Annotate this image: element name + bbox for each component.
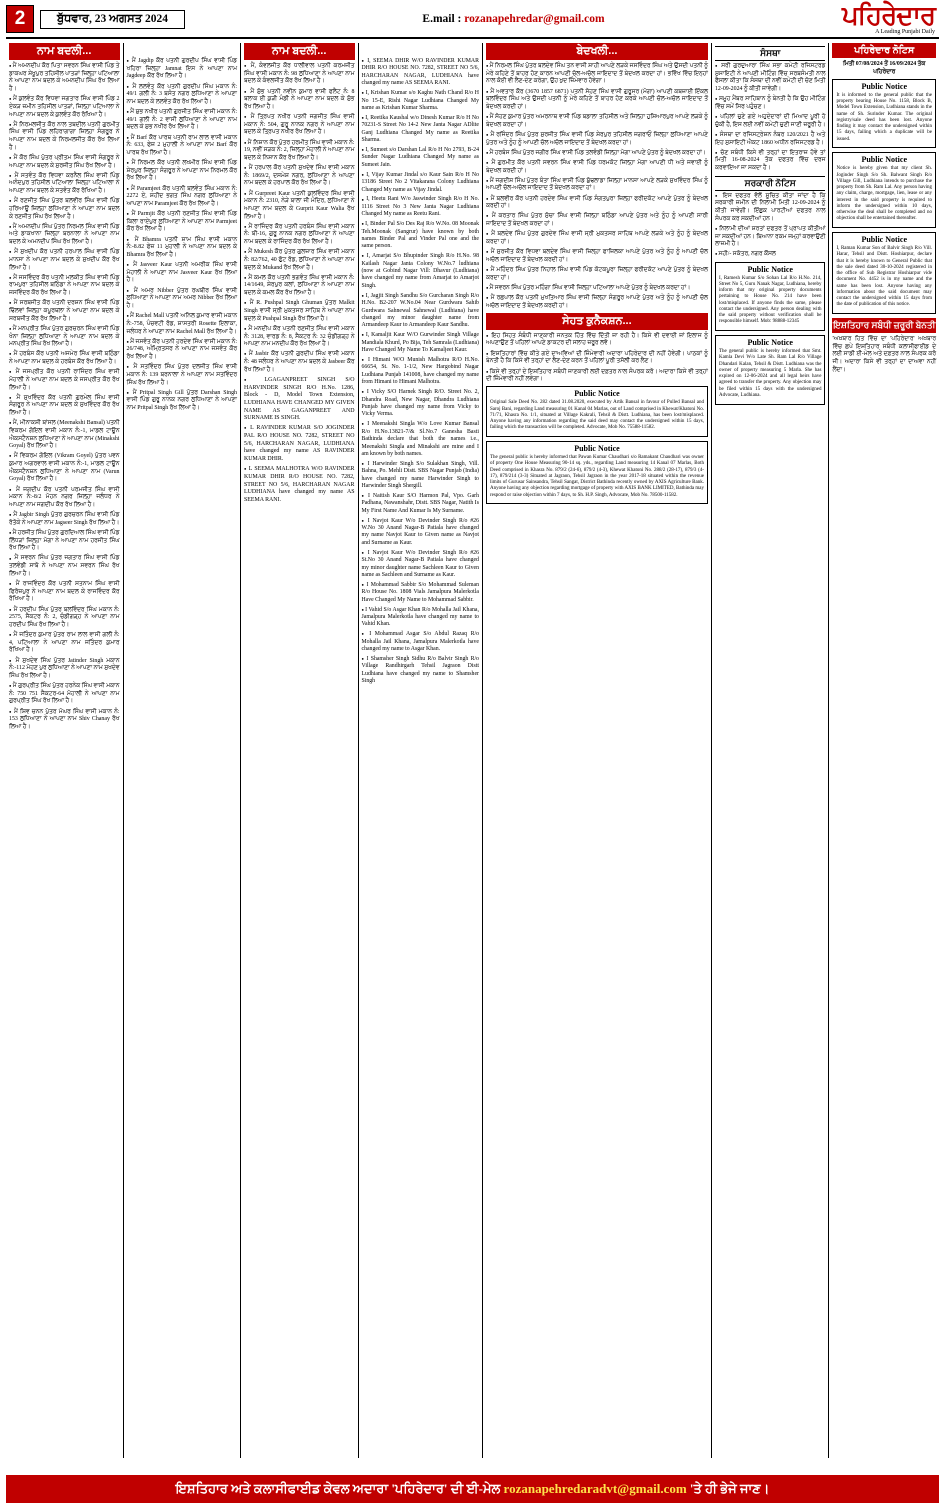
sarkari-heading: ਸਰਕਾਰੀ ਨੋਟਿਸ bbox=[715, 176, 826, 191]
public-notice-list-col7 bbox=[832, 79, 936, 314]
classified-entry: ● I, Binder Pal S/o Des Raj R/o W.No. 08 Moonak Teh.Moonak (Sangrur) have known by both names Binder Pal and Vinder Pal one and the same person. bbox=[362, 221, 479, 251]
section-header-naam-badli-1: ਨਾਮ ਬਦਲੀ... bbox=[9, 43, 120, 60]
classified-entry: ● I Naitish Kaur S/O Harmon Pal, Vpo. Garh Padhana, Nawanshahr, Distt. SBS Nagar, Natith Is My First Name And Kumar Is My Surname. bbox=[362, 493, 479, 515]
classified-entry: ● ਮੈਂ ਰਾਜਵਿੰਦਰ ਕੌਰ ਪਤਨੀ ਸਤਨਾਮ ਸਿੰਘ ਵਾਸੀ ਫਿਰੋਜ਼ਪੁਰ ਨੇ ਆਪਣਾ ਨਾਮ ਬਦਲ ਕੇ ਰਾਜਵਿੰਦਰ ਕੌਰ ਰੱਖਿਆ ਹੈ। bbox=[9, 581, 120, 604]
classified-entry: ● ਮੈਂ ਕਰਤਾਰ ਸਿੰਘ ਪੁੱਤਰ ਸੁੱਚਾ ਸਿੰਘ ਵਾਸੀ ਜ਼ਿਲ੍ਹਾ ਬਠਿੰਡਾ ਆਪਣੇ ਪੁੱਤਰ ਅਤੇ ਨੂੰਹ ਨੂੰ ਆਪਣੀ ਸਾਰੀ ਜਾਇਦਾਦ ਤੋਂ ਬੇਦਖਲ ਕਰਦਾ ਹਾਂ। bbox=[486, 213, 708, 228]
column-1 bbox=[6, 43, 124, 1458]
public-notice-body: Notice is hereby given that my client Sh. Joginder Singh S/o Sh. Balwant Singh R/o Village Gill, Ludhiana intends to purchase the property from Sh. Ram Lal. Any person having any claim, charge, mortgage, lien, lease or any interest in the said property is required to inform the undersigned within 10 days, otherwise the deal shall be completed and no objection shall be entertained thereafter. bbox=[836, 166, 932, 222]
public-notice-1-body: Original Sale Deed No. 282 dated 31.08.2020, executed by Artik Bansal in favour of Pulled Bansal and Saroj Bani, regarding Land measuring 01 Kanal 04 Marlas, out of Land comprised in Khewat/Khatoni No. 71/71, Khasra No. 1/1, situated at Village Kakrali, Tehsil & Distt. Ludhiana, has been lost/misplaced. Anyone having any information regarding the said deed may contact the undersigned within 15 days, failing which the transaction will be completed. Advocate, Mob No. 75588-11582. bbox=[489, 400, 704, 431]
classified-entry: ● ਸਰੀ ਗੁਰਦੁਆਰਾ ਸਿੰਘ ਸਭਾ ਕਮੇਟੀ ਰਜਿਸਟਰਡ ਸੁਸਾਇਟੀ ਨੇ ਆਪਣੀ ਮੀਟਿੰਗ ਵਿੱਚ ਸਰਬਸੰਮਤੀ ਨਾਲ ਫੈਸਲਾ ਕੀਤਾ ਕਿ ਸੰਸਥਾ ਦੀ ਨਵੀਂ ਕਮੇਟੀ ਦੀ ਚੋਣ ਮਿਤੀ 12-09-2024 ਨੂੰ ਕੀਤੀ ਜਾਵੇਗੀ। bbox=[715, 63, 826, 94]
classified-entry: ● ਮੈਂ ਗੁਰਪ੍ਰੀਤ ਸਿੰਘ ਪੁੱਤਰ ਹਰਨੇਕ ਸਿੰਘ ਵਾਸੀ ਮਕਾਨ ਨੰ: 750 751 ਸੈਕਟਰ-64 ਮੋਹਾਲੀ ਨੇ ਆਪਣਾ ਨਾਮ ਗੁਰਪ੍ਰੀਤ ਸਿੰਘ ਰੱਖ ਲਿਆ ਹੈ। bbox=[9, 683, 120, 706]
public-notice bbox=[715, 262, 826, 332]
classified-entry: ● ਮੈਂ ਵਿਕਰਮ ਗੋਇਲ (Vikram Goyel) ਪੁੱਤਰ ਪਵਨ ਕੁਮਾਰ ਅਗਰਵਾਲ ਵਾਸੀ ਮਕਾਨ ਨੰ:-1, ਮਾਡਲ ਟਾਊਨ ਐਕਸਟੈਨਸ਼ਨ ਲੁਧਿਆਣਾ ਨੇ ਆਪਣਾ ਨਾਮ (Varun Goyal) ਰੱਖ ਲਿਆ ਹੈ। bbox=[9, 453, 120, 484]
classified-entry: ● ਮੈਂ Jagdip ਕੌਰ ਪਤਨੀ ਗੁਰਦੀਪ ਸਿੰਘ ਵਾਸੀ ਪਿੰਡ ਖਹਿਰਾ ਜ਼ਿਲ੍ਹਾ Jamnat ਇਸ ਨੇ ਆਪਣਾ ਨਾਮ Jagdeep ਕੌਰ ਰੱਖ ਲਿਆ ਹੈ। bbox=[127, 58, 238, 81]
newspaper-logo bbox=[842, 3, 939, 35]
classified-entry: ● ਮੈਂ ਜਸਪ੍ਰੀਤ ਕੌਰ ਪਤਨੀ ਰਾਜਿੰਦਰ ਸਿੰਘ ਵਾਸੀ ਮੋਹਾਲੀ ਨੇ ਆਪਣਾ ਨਾਮ ਬਦਲ ਕੇ ਜਸਪ੍ਰੀਤ ਕੌਰ ਰੱਖ ਲਿਆ ਹੈ। bbox=[9, 369, 120, 392]
sirf-ishtihar-body: 'ਅਖ਼ਬਾਰ ਹਿਤ ਵਿੱਚ ਦਾ 'ਪਹਿਰੇਦਾਰ' ਅਖ਼ਬਾਰ ਵਿੱਚ ਛਪੇ ਇਸ਼ਤਿਹਾਰ ਸਬੰਧੀ ਕਲਾਸੀਫਾਈਡ ਦੇ ਲਈ ਸਾਡੀ ਈ-ਮੇਲ ਅਤੇ ਦਫ਼ਤਰ ਨਾਲ ਸੰਪਰਕ ਕਰੋ ਜੀ। ਅਦਾਰਾ ਕਿਸੇ ਵੀ ਤਰ੍ਹਾਂ ਦਾ ਦਾਅਵਾ ਨਹੀਂ ਲੈਂਦਾ। bbox=[832, 336, 936, 373]
classified-entry: ● I Navjot Kaur W/o Devinder Singh R/o #26 W.No 30 Anand Nagar-B Patiala have changed my name Navjot Kaur to Given name as Navjot and Surname as Kaur. bbox=[362, 518, 479, 548]
classified-entry: ● ਮੈਂ ਨਿਰਮਲ ਸਿੰਘ ਪੁੱਤਰ ਬਲਦੇਵ ਸਿੰਘ ਤਨ ਵਾਸੀ ਸ਼ਾਹੀ ਆਪਣੇ ਲੜਕੇ ਜਸਵਿੰਦਰ ਸਿੰਘ ਅਤੇ ਉਸਦੀ ਪਤਨੀ ਨੂੰ ਮੇਰੇ ਕਹਿਣੇ ਤੋਂ ਬਾਹਰ ਹੋਣ ਕਾਰਨ ਆਪਣੀ ਚੱਲ-ਅਚੱਲ ਜਾਇਦਾਦ ਤੋਂ ਬੇਦਖਲ ਕਰਦਾ ਹਾਂ। ਭਵਿੱਖ ਵਿੱਚ ਇਨ੍ਹਾਂ ਨਾਲ ਕੋਈ ਵੀ ਲੈਣ-ਦੇਣ ਕਰੇਗਾ, ਉਹ ਖੁਦ ਜ਼ਿੰਮੇਵਾਰ ਹੋਵੇਗਾ। bbox=[486, 63, 708, 86]
classified-entry: ● ਮੈਂ ਲਲਵੰਤ ਕੌਰ ਪਤਨੀ ਗੁਰਦੀਪ ਸਿੰਘ ਮਕਾਨ ਨੰ: 49/1 ਗਲੀ ਨੰ: 3 ਬਸੰਤ ਨਗਰ ਲੁਧਿਆਣਾ ਨੇ ਆਪਣਾ ਨਾਮ ਬਦਲ ਕੇ ਲਲਵੰਤ ਕੌਰ ਰੱਖ ਲਿਆ ਹੈ। bbox=[127, 84, 238, 107]
classified-entry: ● ਮੈਂ ਸਤਵਿੰਦਰ ਸਿੰਘ ਪੁੱਤਰ ਦਲਜੀਤ ਸਿੰਘ ਵਾਸੀ ਮਕਾਨ ਨੰ: 139 ਬਰਨਾਲਾ ਨੇ ਆਪਣਾ ਨਾਮ ਸਤਵਿੰਦਰ ਸਿੰਘ ਰੱਖ ਲਿਆ ਹੈ। bbox=[127, 364, 238, 387]
classified-entry: ● ਮੈਂ ਰਛਪਾਲ ਕੌਰ ਪਤਨੀ ਮੁਖਤਿਆਰ ਸਿੰਘ ਵਾਸੀ ਜ਼ਿਲ੍ਹਾ ਸੰਗਰੂਰ ਆਪਣੇ ਪੁੱਤਰ ਅਤੇ ਨੂੰਹ ਨੂੰ ਆਪਣੀ ਚੱਲ ਅਚੱਲ ਜਾਇਦਾਦ ਤੋਂ ਬੇਦਖਲ ਕਰਦੀ ਹਾਂ। bbox=[486, 295, 708, 310]
classified-entry: ● ਮੈਂ ਹਰਪਾਲ ਕੌਰ ਪਤਨੀ ਸੁਖਦੇਵ ਸਿੰਘ ਵਾਸੀ ਮਕਾਨ ਨੰ: 1869/2, ਦਸਮੇਸ਼ ਨਗਰ, ਲੁਧਿਆਣਾ ਨੇ ਆਪਣਾ ਨਾਮ ਬਦਲ ਕੇ ਹਰਪਾਲ ਕੌਰ ਰੱਖ ਲਿਆ ਹੈ। bbox=[244, 165, 355, 188]
classified-entry: ● ਮੈਂ ਨਿਸ਼ਾਨ ਕੌਰ ਪੁੱਤਰ ਹਰਮੀਤ ਸਿੰਘ ਵਾਸੀ ਮਕਾਨ ਨੰ: 19, ਨਵੀਂ ਸੜਕ ਨੰ: 2, ਜ਼ਿਲ੍ਹਾ ਮੋਹਾਲੀ ਨੇ ਆਪਣਾ ਨਾਮ ਬਦਲ ਕੇ ਨਿਸ਼ਾਨ ਕੌਰ ਰੱਖ ਲਿਆ ਹੈ। bbox=[244, 140, 355, 163]
classified-entry: ● ਮੈਂ Jasveer Kaur ਪਤਨੀ ਅਮਰੀਕ ਸਿੰਘ ਵਾਸੀ ਮੋਹਾਲੀ ਨੇ ਆਪਣਾ ਨਾਮ Jasveer Kaur ਰੱਖ ਲਿਆ ਹੈ। bbox=[127, 262, 238, 285]
classified-entry: ● ਮੈਂ ਮਨਪ੍ਰੀਤ ਸਿੰਘ ਪੁੱਤਰ ਗੁਰਚਰਨ ਸਿੰਘ ਵਾਸੀ ਪਿੰਡ ਖੰਨਾ ਜ਼ਿਲ੍ਹਾ ਲੁਧਿਆਣਾ ਨੇ ਆਪਣਾ ਨਾਮ ਬਦਲ ਕੇ ਮਨਪ੍ਰੀਤ ਸਿੰਘ ਰੱਖ ਲਿਆ ਹੈ। bbox=[9, 326, 120, 349]
classified-entry: ● ਮੈਂ ਸ਼ੁਭ ਨਖੀਰ ਪਤਨੀ ਗੁਰਜੀਤ ਸਿੰਘ ਵਾਸੀ ਮਕਾਨ ਨੰ: 49/1 ਗਲੀ ਨੰ: 2 ਵਾਸੀ ਲੁਧਿਆਣਾ ਨੇ ਆਪਣਾ ਨਾਮ ਬਦਲ ਕੇ ਸ਼ੁਭ ਨਖੀਰ ਰੱਖ ਲਿਆ ਹੈ। bbox=[127, 109, 238, 132]
public-notice bbox=[832, 79, 936, 149]
classified-entry: ● ਮੈਂ ਜਗਦੀਸ਼ ਸਿੰਘ ਪੁੱਤਰ ਬੰਤਾ ਸਿੰਘ ਵਾਸੀ ਪਿੰਡ ਬੁੱਢਲਾਡਾ ਜ਼ਿਲ੍ਹਾ ਮਾਨਸਾ ਆਪਣੇ ਲੜਕੇ ਸੁਖਵਿੰਦਰ ਸਿੰਘ ਨੂੰ ਆਪਣੀ ਚੱਲ-ਅਚੱਲ ਜਾਇਦਾਦ ਤੋਂ ਬੇਦਖਲ ਕਰਦਾ ਹਾਂ। bbox=[486, 178, 708, 193]
logo-tagline: A Leading Punjabi Daily bbox=[875, 29, 935, 35]
logo-text: ਪਹਿਰੇਦਾਰ bbox=[842, 1, 935, 30]
classified-entry: ● ਮੈਂ Parmjit ਕੌਰ ਪਤਨੀ ਰਣਜੀਤ ਸਿੰਘ ਵਾਸੀ ਪਿੰਡ ਕਿਲਾ ਰਾਏਪੁਰ ਲੁਧਿਆਣਾ ਨੇ ਆਪਣਾ ਨਾਮ Parmjeet ਕੌਰ ਰੱਖ ਲਿਆ ਹੈ। bbox=[127, 211, 238, 234]
footer-text-before: ਇਸ਼ਤਿਹਾਰ ਅਤੇ ਕਲਾਸੀਫਾਈਡ ਕੇਵਲ ਅਦਾਰਾ 'ਪਹਿਰੇਦਾਰ' ਦੀ ਈ-ਮੇਲ bbox=[175, 1481, 501, 1496]
column-5 bbox=[483, 43, 712, 1458]
classified-entry: ● I, Vijay Kumar Jindal s/o Kaur Sain R/o H No 13186 Street No 2 Vitakarana Colony Ludhiana Changed My name as Vijay Jindal. bbox=[362, 172, 479, 194]
pehredaar-notice-header: ਪਹਿਰੇਦਾਰ ਨੋਟਿਸ bbox=[832, 43, 936, 58]
public-notice-1-title: Public Notice bbox=[574, 389, 620, 399]
classified-entry: ● ਮੈਂ ਅਮਨਦੀਪ ਕੌਰ ਪਿਤਾ ਸਵਰਨ ਸਿੰਘ ਵਾਸੀ ਪਿੰਡ ਤੇ ਡਾਕਘਰ ਸ਼ੇਖੂਪੁਰ ਤਹਿਸੀਲ ਪਾਤੜਾਂ ਜ਼ਿਲ੍ਹਾ ਪਟਿਆਲਾ ਨੇ ਆਪਣਾ ਨਾਮ ਬਦਲ ਕੇ ਅਮਨਦੀਪ ਸਿੰਘ ਰੱਖ ਲਿਆ ਹੈ। bbox=[9, 63, 120, 94]
columns-container bbox=[6, 43, 939, 1458]
public-notice-title: Public Notice bbox=[861, 235, 907, 245]
classified-entry: ● ਮੈਂ ਨਿਰਮਲਜੀਤ ਕੌਰ ਨਾਲ ਤਬਦੀਲ ਪਤਨੀ ਗੁਰਮੀਤ ਸਿੰਘ ਵਾਸੀ ਪਿੰਡ ਲਹਿਰਾਗਾਗਾ ਜ਼ਿਲ੍ਹਾ ਸੰਗਰੂਰ ਨੇ ਆਪਣਾ ਨਾਮ ਬਦਲ ਕੇ ਨਿਰਮਲਜੀਤ ਕੌਰ ਰੱਖ ਲਿਆ ਹੈ। bbox=[9, 122, 120, 153]
column-3 bbox=[241, 43, 359, 1458]
classified-entry: ● ਮੈਂ ਸੁਖਵਿੰਦਰ ਕੌਰ ਪਤਨੀ ਗੁਰਮੇਲ ਸਿੰਘ ਵਾਸੀ ਸੰਗਰੂਰ ਨੇ ਆਪਣਾ ਨਾਮ ਬਦਲ ਕੇ ਸੁਖਵਿੰਦਰ ਕੌਰ ਰੱਖ ਲਿਆ ਹੈ। bbox=[9, 395, 120, 418]
classified-entry: ● ਮੈਂ ਸਤਵੰਤ ਕੌਰ ਵਿਧਵਾ ਕਰਨੈਲ ਸਿੰਘ ਵਾਸੀ ਪਿੰਡ ਅਨੰਦਪੁਰ ਤਹਿਸੀਲ ਪਟਿਆਲਾ ਜ਼ਿਲ੍ਹਾ ਪਟਿਆਲਾ ਨੇ ਆਪਣਾ ਨਾਮ ਬਦਲ ਕੇ ਸਤਵੰਤ ਕੌਰ ਰੱਖਿਆ ਹੈ। bbox=[9, 173, 120, 196]
classified-entry: ● ਮੈਂ ਸ਼ੁੱਭ ਪਤਨੀ ਨਵੀਨ ਕੁਮਾਰ ਵਾਸੀ ਫਲੈਟ ਨੰ: 8 ਬਲਾਕ ਈ ਕੁੜੀ ਮੰਡੀ ਨੇ ਆਪਣਾ ਨਾਮ ਬਦਲ ਕੇ ਸ਼ੁੱਭ ਰੱਖ ਲਿਆ ਹੈ। bbox=[244, 89, 355, 112]
classified-entry: ● ਪਹਿਲਾਂ ਚੁਣੇ ਗਏ ਅਹੁਦੇਦਾਰਾਂ ਦੀ ਮਿਆਦ ਪੂਰੀ ਹੋ ਚੁੱਕੀ ਹੈ, ਇਸ ਲਈ ਨਵੀਂ ਕਮੇਟੀ ਚੁਣੀ ਜਾਣੀ ਜ਼ਰੂਰੀ ਹੈ। bbox=[715, 114, 826, 129]
classified-entry: ● ਮੈਂ ਹਰਦੀਪ ਸਿੰਘ ਪੁੱਤਰ ਬਲਵਿੰਦਰ ਸਿੰਘ ਮਕਾਨ ਨੰ: 2575, ਸੈਕਟਰ ਨੰ: 2, ਚੰਡੀਗੜ੍ਹ ਨੇ ਆਪਣਾ ਨਾਮ ਹਰਦੀਪ ਸਿੰਘ ਰੱਖ ਲਿਆ ਹੈ। bbox=[9, 607, 120, 630]
section-header-bedakhli: ਬੇਦਖਲੀ... bbox=[486, 43, 708, 60]
classified-entry: ● ਮੈਂ Rachel Mall ਪਤਨੀ ਅਨਿਲ ਕੁਮਾਰ ਵਾਸੀ ਮਕਾਨ ਨੰ:-758, ਪੰਚਵਟੀ ਰੋਡ, ਸ਼ਾਸਤਰੀ Rosette ਇਲਾਕਾ, ਜਲੰਧਰ ਨੇ ਆਪਣਾ ਨਾਮ Rachel Mall ਰੱਖ ਲਿਆ ਹੈ। bbox=[127, 313, 238, 336]
classified-entry: ● ਕਿਸੇ ਵੀ ਤਰ੍ਹਾਂ ਦੇ ਇਸ਼ਤਿਹਾਰ ਸਬੰਧੀ ਜਾਣਕਾਰੀ ਲਈ ਦਫ਼ਤਰ ਨਾਲ ਸੰਪਰਕ ਕਰੋ। ਅਦਾਰਾ ਕਿਸੇ ਵੀ ਤਰ੍ਹਾਂ ਦੀ ਜ਼ਿੰਮੇਵਾਰੀ ਨਹੀਂ ਲਵੇਗਾ। bbox=[486, 369, 708, 384]
classified-entry: ● ਸੰਸਥਾ ਦਾ ਰਜਿਸਟ੍ਰੇਸ਼ਨ ਨੰਬਰ 120/2021 ਹੈ ਅਤੇ ਇਹ ਸੁਸਾਇਟੀ ਐਕਟ 1860 ਅਧੀਨ ਰਜਿਸਟਰਡ ਹੈ। bbox=[715, 132, 826, 147]
classified-entry: ● ਮੈਂ ਹਰਬੰਸ ਸਿੰਘ ਪੁੱਤਰ ਜਗੀਰ ਸਿੰਘ ਵਾਸੀ ਪਿੰਡ ਤਲਵੰਡੀ ਜ਼ਿਲ੍ਹਾ ਮੋਗਾ ਆਪਣੇ ਪੁੱਤਰ ਨੂੰ ਬੇਦਖਲ ਕਰਦਾ ਹਾਂ। bbox=[486, 150, 708, 158]
classified-entry: ● I, Sumeet s/o Darshan Lal R/o H No 2793, B-24 Sunder Nagar Ludhiana Changed My name as Sumeet Jain. bbox=[362, 147, 479, 169]
classified-entry: ● ਮੈਂ R. Pushpal Singh Ghuman ਪੁੱਤਰ Malkit Singh ਵਾਸੀ ਸ੍ਰੀ ਮੁਕਤਸਰ ਸਾਹਿਬ ਨੇ ਆਪਣਾ ਨਾਮ ਬਦਲ ਕੇ Pushpal Singh ਰੱਖ ਲਿਆ ਹੈ। bbox=[244, 300, 355, 323]
public-notice-1 bbox=[486, 386, 708, 437]
classified-entry: ● ਮੈਂ Bhamra ਪਤਨੀ ਸ਼ਾਮ ਸਿੰਘ ਵਾਸੀ ਮਕਾਨ ਨੰ:-8.82 ਫੇਜ਼ 11 ਮੁਹਾਲੀ ਨੇ ਆਪਣਾ ਨਾਮ ਬਦਲ ਕੇ Bhamra ਰੱਖ ਲਿਆ ਹੈ। bbox=[127, 237, 238, 260]
classified-entry: ● ਮੈਂ ਸੁਰਜੀਤ ਕੌਰ ਵਿਧਵਾ ਬਲਦੇਵ ਸਿੰਘ ਵਾਸੀ ਜ਼ਿਲ੍ਹਾ ਫਾਜ਼ਿਲਕਾ ਆਪਣੇ ਪੁੱਤਰ ਅਤੇ ਨੂੰਹ ਨੂੰ ਆਪਣੀ ਚੱਲ ਅਚੱਲ ਜਾਇਦਾਦ ਤੋਂ ਬੇਦਖਲ ਕਰਦੀ ਹਾਂ। bbox=[486, 249, 708, 264]
classified-entry: ● I Mohammad Sabbir S/o Mohammad Suleman R/o House No. 1808 Vials Jamalpura Malerkotla Have Changed My Name to Mohammad Sabbir. bbox=[362, 582, 479, 604]
column-2 bbox=[124, 43, 242, 1458]
classified-entry: ● ਮੈਂ ਜਗਦੀਪ ਕੌਰ ਪਤਨੀ ਪਰਮਜੀਤ ਸਿੰਘ ਵਾਸੀ ਮਕਾਨ ਨੰ:-8/2 ਮੋਹਨ ਨਗਰ ਜ਼ਿਲ੍ਹਾ ਜਲੰਧਰ ਨੇ ਆਪਣਾ ਨਾਮ ਜਗਦੀਪ ਕੌਰ ਰੱਖ ਲਿਆ ਹੈ। bbox=[9, 487, 120, 510]
classified-entry: ● I Mohammad Asgar S/o Abdul Razaq R/o Mohalla Jail Khana, Jamalpura Malerkotla have changed my name to Asgar Khan. bbox=[362, 631, 479, 653]
classified-entry: ● ਇਹ ਸਿਹਤ ਸੰਬੰਧੀ ਜਾਣਕਾਰੀ ਜਨਤਕ ਹਿੱਤ ਵਿੱਚ ਦਿੱਤੀ ਜਾ ਰਹੀ ਹੈ। ਕਿਸੇ ਵੀ ਦਵਾਈ ਜਾਂ ਇਲਾਜ ਨੂੰ ਅਪਣਾਉਣ ਤੋਂ ਪਹਿਲਾਂ ਆਪਣੇ ਡਾਕਟਰ ਦੀ ਸਲਾਹ ਜ਼ਰੂਰ ਲਵੋ। bbox=[486, 333, 708, 348]
classified-entry: ● I Vicky S/O Harnek Singh R/O. Street No. 2, Dhandra Road, New Nagar, Dhandra Ludhiana Punjab have changed my name from Vicky to Vicky Verma. bbox=[362, 389, 479, 419]
public-notice-list-col6 bbox=[715, 262, 826, 405]
sehat-list bbox=[486, 333, 708, 384]
classified-entry: ● ਮੈਂ, ਮੀਨਾਕਸ਼ੀ ਬਾਂਸਲ (Meenakshi Bansal) ਪਤਨੀ ਵਿਕਰਮ ਗੋਇਲ ਵਾਸੀ ਮਕਾਨ ਨੰ:-1, ਮਾਡਲ ਟਾਊਨ ਐਕਸਟੈਨਸ਼ਨ ਲੁਧਿਆਣਾ ਨੇ ਆਪਣਾ ਨਾਮ (Minakshi Goyal) ਰੱਖ ਲਿਆ ਹੈ। bbox=[9, 420, 120, 451]
classified-entry: ● ਮੈਂ ਰਾਜਿੰਦਰ ਕੌਰ ਪਤਨੀ ਹਰਬੰਸ ਸਿੰਘ ਵਾਸੀ ਮਕਾਨ ਨੰ: ਬੀ-16, ਗੁਰੂ ਨਾਨਕ ਨਗਰ ਲੁਧਿਆਣਾ ਨੇ ਆਪਣਾ ਨਾਮ ਬਦਲ ਕੇ ਰਾਜਿੰਦਰ ਕੌਰ ਰੱਖ ਲਿਆ ਹੈ। bbox=[244, 224, 355, 247]
classified-entry: ● ਮੈਂ ਬਲਵੀਰ ਕੌਰ ਪਤਨੀ ਹਰਦੇਵ ਸਿੰਘ ਵਾਸੀ ਪਿੰਡ ਸੰਗਤਪੁਰਾ ਜ਼ਿਲ੍ਹਾ ਫਰੀਦਕੋਟ ਆਪਣੇ ਪੁੱਤਰ ਨੂੰ ਬੇਦਖਲ ਕਰਦੀ ਹਾਂ। bbox=[486, 196, 708, 211]
classified-entry: ● I Vahid S/o Asgar Khan R/o Mohalla Jail Khana, Jamalpura Malerkotla have changed my name to Vahid Khan. bbox=[362, 607, 479, 629]
classified-entry: ● ਮੈਂ ਸੁਖਦੀਪ ਕੌਰ ਪਤਨੀ ਹਰਪਾਲ ਸਿੰਘ ਵਾਸੀ ਪਿੰਡ ਮਾਨਸਾ ਨੇ ਆਪਣਾ ਨਾਮ ਬਦਲ ਕੇ ਸੁਖਦੀਪ ਕੌਰ ਰੱਖ ਲਿਆ ਹੈ। bbox=[9, 249, 120, 272]
classified-list-1 bbox=[9, 63, 120, 732]
classified-entry: ● I, Kamaljit Kaur W/O Gurwinder Singh Village Mandiala Khurd, Po Bija, Teh Samrala (Ludhiana) Have Changed My Name To Kamaljeet Kaur. bbox=[362, 332, 479, 354]
classified-list-2 bbox=[127, 58, 238, 413]
classified-entry: ● I, Reetika Kaushal w/o Dinesh Kumar R/o H No 70231-S Street No 14-2 New Janta Nagar ADlite Ganj Ludhiana Changed My name as Reetika Sharma. bbox=[362, 115, 479, 145]
classified-entry: ● ਮੈਂ ਮਨਦੀਪ ਕੌਰ ਪਤਨੀ ਰਣਜੀਤ ਸਿੰਘ ਵਾਸੀ ਮਕਾਨ ਨੰ: 3128, ਵਾਰਡ ਨੰ: 8, ਸੈਕਟਰ ਨੰ: 32 ਚੰਡੀਗੜ੍ਹ ਨੇ ਆਪਣਾ ਨਾਮ ਮਨਦੀਪ ਕੌਰ ਰੱਖ ਲਿਆ ਹੈ। bbox=[244, 326, 355, 349]
classified-entry: ● ਮੈਂ Mukesh ਕੌਰ ਪੁੱਤਰ ਗੁਲਜ਼ਾਰ ਸਿੰਘ ਵਾਸੀ ਮਕਾਨ ਨੰ: 82/762, 40 ਫੁੱਟ ਰੋਡ, ਲੁਧਿਆਣਾ ਨੇ ਆਪਣਾ ਨਾਮ ਬਦਲ ਕੇ Mukand ਰੱਖ ਲਿਆ ਹੈ। bbox=[244, 249, 355, 272]
classified-entry: ● I Meenakshi Singla W/o Love Kumar Bansal R/o H.No.13821-7/& Sl.No.7 Ganesha Basti Bathinda declare that both the names i.e., Meenakshi Singla and Minakshi are mine and I am known by both names. bbox=[362, 421, 479, 458]
classified-entry: ● ਚੋਣ ਸਬੰਧੀ ਕਿਸੇ ਵੀ ਤਰ੍ਹਾਂ ਦਾ ਇਤਰਾਜ਼ ਹੋਵੇ ਤਾਂ ਮਿਤੀ 16-08-2024 ਤੱਕ ਦਫਤਰ ਵਿੱਚ ਦਰਜ ਕਰਵਾਇਆ ਜਾ ਸਕਦਾ ਹੈ। bbox=[715, 150, 826, 173]
classified-entry: ● ਮੈਂ ਜਸਵੰਤ ਕੌਰ ਪਤਨੀ ਹਰਦੇਵ ਸਿੰਘ ਵਾਸੀ ਮਕਾਨ ਨੰ: 26/748, ਅੰਮ੍ਰਿਤਸਰ ਨੇ ਆਪਣਾ ਨਾਮ ਜਸਵੰਤ ਕੌਰ ਰੱਖ ਲਿਆ ਹੈ। bbox=[127, 339, 238, 362]
classified-entry: ● ਮੈਂ ਨਿਰਮਲ ਕੌਰ ਪਤਨੀ ਲਖਮੀਰ ਸਿੰਘ ਵਾਸੀ ਪਿੰਡ ਸ਼ੇਰਪੁਰ ਜ਼ਿਲ੍ਹਾ ਸੰਗਰੂਰ ਨੇ ਆਪਣਾ ਨਾਮ ਨਿਰਮਲ ਕੌਰ ਰੱਖ ਲਿਆ ਹੈ। bbox=[127, 160, 238, 183]
classified-entry: ● ਮੈਂ ਸਵਰਨ ਸਿੰਘ ਪੁੱਤਰ ਜਗਤਾਰ ਸਿੰਘ ਵਾਸੀ ਪਿੰਡ ਤਲਵੰਡੀ ਸਾਬੋ ਨੇ ਆਪਣਾ ਨਾਮ ਸਵਰਨ ਸਿੰਘ ਰੱਖ ਲਿਆ ਹੈ। bbox=[9, 555, 120, 578]
public-notice-title: Public Notice bbox=[747, 338, 793, 348]
public-notice-body: I, Ramesh Kumar S/o Sohan Lal R/o H.No. 214, Street No 5, Guru Nanak Nagar, Ludhiana, hereby inform that my original property documents pertaining to House No. 214 have been lost/misplaced. If anyone finds the same, please contact the undersigned. Any person dealing with the said property without verification shall be responsible himself. Mob: 98888-12345 bbox=[718, 275, 822, 325]
classified-entry: ● ਮੈਂ ਸਰਬਜੀਤ ਕੌਰ ਪਤਨੀ ਦਰਸ਼ਨ ਸਿੰਘ ਵਾਸੀ ਪਿੰਡ ਢਿੱਲਵਾਂ ਜ਼ਿਲ੍ਹਾ ਕਪੂਰਥਲਾ ਨੇ ਆਪਣਾ ਨਾਮ ਬਦਲ ਕੇ ਸਰਬਜੀਤ ਕੌਰ ਰੱਖ ਲਿਆ ਹੈ। bbox=[9, 300, 120, 323]
classified-entry: ● L SEEMA MALHOTRA W/O RAVINDER KUMAR DHIR R/O HOUSE NO. 7282, STREET NO 5/6, HARCHARAN NAGAR LUDHIANA have changed my name AS SEEMA RANI. bbox=[244, 466, 355, 504]
classified-entry: ● ਨਿਲਾਮੀ ਦੀਆਂ ਸ਼ਰਤਾਂ ਦਫਤਰ ਤੋਂ ਪ੍ਰਾਪਤ ਕੀਤੀਆਂ ਜਾ ਸਕਦੀਆਂ ਹਨ। ਬਿਆਨਾ ਰਕਮ ਜਮ੍ਹਾਂ ਕਰਵਾਉਣੀ ਲਾਜ਼ਮੀ ਹੈ। bbox=[715, 226, 826, 249]
public-notice-title: Public Notice bbox=[861, 81, 907, 91]
classified-entry: ● I Himani W/O Munish Malhotra R/O H.No. 66654, St. No. 1-1/2, New Hargobind Nagar Ludhiana Punjab 141008, have changed my name from Himani to Himani Malhotra. bbox=[362, 357, 479, 387]
classified-entry: ● I Navjot Kaur W/o Devinder Singh R/o #26 St.No 30 Anand Nagar-B Patiala have changed my minor daughter name Sachleen Kaur to Given name as Sachleen and Surname as Kaur. bbox=[362, 550, 479, 580]
public-notice bbox=[715, 335, 826, 405]
public-notice-title: Public Notice bbox=[747, 264, 793, 274]
public-notice bbox=[832, 232, 936, 314]
public-notice-2-body: The general public is hereby informed that Pawan Kumar Chaudhari s/o Ramakant Chaudhari was owner of property One House Measuring 90-14 sq. yds., regarding Land measuring 14 Kanal 07 Marlas, Both Deed comprised in Khasra No. 879/2 (24-6), 879/2 (4-3), Khewat Khatoni No. 288/2 (28-17), 879/3 (4-17), 879/214 (3-3) Situated at Jagraon, Tehsil Jagraon in the year 2017-18 situated within the revenue limits of Gurusar Sainsandra, Tehsil Sangat, District Bathinda recently owned by AXIS Agriculture Bank. Anyone having any objection regarding mortgage of property with AXIS BANK LIMITED, Bathinda may respond or raise objection within 7 days, to Sh. H.P. Singh, Advocate, Mob No. 78500-11582. bbox=[489, 455, 704, 498]
classified-entry: ● ਮੈਂ ਕਮਲ ਕੌਰ ਪਤਨੀ ਭਗਵੰਤ ਸਿੰਘ ਵਾਸੀ ਮਕਾਨ ਨੰ: 14/1649, ਸ਼ੇਰਪੁਰ ਕਲਾਂ, ਲੁਧਿਆਣਾ ਨੇ ਆਪਣਾ ਨਾਮ ਬਦਲ ਕੇ ਕਮਲ ਕੌਰ ਰੱਖ ਲਿਆ ਹੈ। bbox=[244, 275, 355, 298]
classified-entry: ● ਇਸ ਦਫਤਰ ਵੱਲੋਂ ਸੂਚਿਤ ਕੀਤਾ ਜਾਂਦਾ ਹੈ ਕਿ ਸਰਕਾਰੀ ਜ਼ਮੀਨ ਦੀ ਨਿਲਾਮੀ ਮਿਤੀ 12-09-2024 ਨੂੰ ਕੀਤੀ ਜਾਵੇਗੀ। ਇੱਛੁਕ ਪਾਰਟੀਆਂ ਦਫਤਰ ਨਾਲ ਸੰਪਰਕ ਕਰ ਸਕਦੀਆਂ ਹਨ। bbox=[715, 193, 826, 224]
classified-entry: ● ਮੈਂ ਜਸਵਿੰਦਰ ਕੌਰ ਪਤਨੀ ਮਲਕੀਤ ਸਿੰਘ ਵਾਸੀ ਪਿੰਡ ਰਾਮਪੁਰਾ ਤਹਿਸੀਲ ਬਠਿੰਡਾ ਨੇ ਆਪਣਾ ਨਾਮ ਬਦਲ ਕੇ ਜਸਵਿੰਦਰ ਕੌਰ ਰੱਖ ਲਿਆ ਹੈ। bbox=[9, 275, 120, 298]
classified-entry: ● ਮੈਂ Gurpreet Kaur ਪਤਨੀ ਕੁਲਵਿੰਦਰ ਸਿੰਘ ਵਾਸੀ ਮਕਾਨ ਨੰ: 2310, ਨੇੜੇ ਬਾਲਾ ਜੀ ਮੰਦਿਰ, ਲੁਧਿਆਣਾ ਨੇ ਆਪਣਾ ਨਾਮ ਬਦਲ ਕੇ Gurprit Kaur Walia ਰੱਖ ਲਿਆ ਹੈ। bbox=[244, 191, 355, 222]
classified-entry: ● ਮੈਂ ਬਲਦੇਵ ਸਿੰਘ ਪੁੱਤਰ ਗੁਰਦੇਵ ਸਿੰਘ ਵਾਸੀ ਸ੍ਰੀ ਮੁਕਤਸਰ ਸਾਹਿਬ ਆਪਣੇ ਲੜਕੇ ਅਤੇ ਨੂੰਹ ਨੂੰ ਬੇਦਖਲ ਕਰਦਾ ਹਾਂ। bbox=[486, 231, 708, 246]
classified-entry: ● I, Jagjit Singh Sandhu S/o Gurcharan Singh R/o H.No. B2-207 W.No.04 Near Gurdwara Sahib Gurdwara Sahnewal Sahnewal (Ludhiana) have changed my minor daughter name from Armandeep Kaur to Armandeep Kaur Sandhu. bbox=[362, 293, 479, 330]
classified-entry: ● ਮੈਂ ਅਮਨਦੀਪ ਸਿੰਘ ਪੁੱਤਰ ਨਿਰਮਲ ਸਿੰਘ ਵਾਸੀ ਪਿੰਡ ਅਤੇ ਡਾਕਖਾਨਾ ਜ਼ਿਲ੍ਹਾ ਬਰਨਾਲਾ ਨੇ ਆਪਣਾ ਨਾਮ ਬਦਲ ਕੇ ਅਮਨਦੀਪ ਸਿੰਘ ਰੱਖ ਲਿਆ ਹੈ। bbox=[9, 224, 120, 247]
classified-entry: ● ਮੈਂ ਅਮਰ Nibber ਪੁੱਤਰ ਰਘਬੀਰ ਸਿੰਘ ਵਾਸੀ ਲੁਧਿਆਣਾ ਨੇ ਆਪਣਾ ਨਾਮ ਅਮਰ Nibber ਰੱਖ ਲਿਆ ਹੈ। bbox=[127, 288, 238, 311]
classified-entry: ● ਮੈਂ ਕੁਲਵੰਤ ਕੌਰ ਵਿਧਵਾ ਜਗਤਾਰ ਸਿੰਘ ਵਾਸੀ ਪਿੰਡ 2 ਏਕੜ ਜ਼ਮੀਨ ਤਹਿਸੀਲ ਪਾਤੜਾਂ, ਜ਼ਿਲ੍ਹਾ ਪਟਿਆਲਾ ਨੇ ਆਪਣਾ ਨਾਮ ਬਦਲ ਕੇ ਕੁਲਵੰਤ ਕੌਰ ਰੱਖਿਆ ਹੈ। bbox=[9, 96, 120, 119]
classified-list-3 bbox=[244, 63, 355, 505]
sirf-ishtihar-header: ਇਸ਼ਤਿਹਾਰ ਸਬੰਧੀ ਜ਼ਰੂਰੀ ਬੇਨਤੀ bbox=[832, 318, 936, 333]
column-4 bbox=[359, 43, 483, 1458]
column-6 bbox=[712, 43, 830, 1458]
bedakhli-list bbox=[486, 63, 708, 310]
section-header-sehat: ਸੇਹਤ ਕੁਨੈਕਸ਼ਨ... bbox=[486, 313, 708, 330]
classified-entry: ● I, Amarjat S/o Bhupinder Singh R/o H.No. 98 Kailash Nagar Janta Colony W.No.7 ludhiana (now at Gobind Nagar Vill: Dhavur (Ludhiana) have changed my name from Amarjat to Amarjot Singh. bbox=[362, 253, 479, 290]
classified-entry: ● ਸਮੂਹ ਮੈਂਬਰ ਸਾਹਿਬਾਨ ਨੂੰ ਬੇਨਤੀ ਹੈ ਕਿ ਉਹ ਮੀਟਿੰਗ ਵਿੱਚ ਸਮੇਂ ਸਿਰ ਪਹੁੰਚਣ। bbox=[715, 96, 826, 111]
classified-entry: ● ਮੈਂ Barf ਕੌਰ ਪਾਰਥ ਪਤਨੀ ਰਾਮ ਲਾਲ ਵਾਸੀ ਮਕਾਨ ਨੰ: 633, ਫੇਜ਼ 2 ਮੁਹਾਲੀ ਨੇ ਆਪਣਾ ਨਾਮ Barf ਕੌਰ ਪਾਰਥ ਰੱਖ ਲਿਆ ਹੈ। bbox=[127, 135, 238, 158]
public-notice-body: It is informed to the general public that the property bearing House No. 1158, Block B, Model Town Extension, Ludhiana stands in the name of Sh. Surinder Kumar. The original registry/sale deed has been lost. Anyone finding it may contact the undersigned within 15 days, failing which a duplicate will be issued. bbox=[836, 92, 932, 142]
classified-entry: ● ਮੈਂ ਹਰਬੰਸ ਕੌਰ ਪਤਨੀ ਅਜਮੇਰ ਸਿੰਘ ਵਾਸੀ ਬਠਿੰਡਾ ਨੇ ਆਪਣਾ ਨਾਮ ਬਦਲ ਕੇ ਹਰਬੰਸ ਕੌਰ ਰੱਖ ਲਿਆ ਹੈ। bbox=[9, 351, 120, 366]
page-number: 2 bbox=[6, 5, 34, 33]
classified-entry: ● ਸਹੀ/- ਸਕੱਤਰ, ਨਗਰ ਕੌਂਸਲ bbox=[715, 251, 826, 259]
pehredaar-date-notice: ਮਿਤੀ 07/08/2024 ਤੋਂ 16/09/2024 ਤੱਕ ਪਹਿਰੇਦਾਰ bbox=[843, 61, 926, 75]
classified-entry: ● I, SEEMA DHIR W/O RAVINDER KUMAR DHIR R/O HOUSE NO. 7282, STREET NO 5/6, HARCHARAN NAGAR, LUDHIANA have changed my name AS SEEMA RANI. bbox=[362, 58, 479, 88]
public-notice-body: I, Raman Kumar Son of Balvir Singh R/o Vill. Harar, Tehsil and Distt. Hoshiarpur, declare that it is hereby known to General Public that the sale deed dated 30-10-2024 registered in the office of Sub Registrar Hoshiarpur vide document No. 4452 is in my name and the same has been lost. Anyone having any information about the said document may contact the undersigned within 15 days from the date of publication of this notice. bbox=[836, 246, 932, 308]
classified-entry: ● ਮੈਂ ਹਰਜੀਤ ਸਿੰਘ ਪੁੱਤਰ ਗੁਰਦਿਆਲ ਸਿੰਘ ਵਾਸੀ ਪਿੰਡ ਲਿੱਧੜਾਂ ਜ਼ਿਲ੍ਹਾ ਮੋਗਾ ਨੇ ਆਪਣਾ ਨਾਮ ਹਰਜੀਤ ਸਿੰਘ ਰੱਖ ਲਿਆ ਹੈ। bbox=[9, 530, 120, 553]
email-line bbox=[185, 13, 842, 25]
classified-entry: ● ਮੈਂ ਮਹਿੰਦਰ ਸਿੰਘ ਪੁੱਤਰ ਨਿਹਾਲ ਸਿੰਘ ਵਾਸੀ ਪਿੰਡ ਕੋਟਕਪੂਰਾ ਜ਼ਿਲ੍ਹਾ ਫਰੀਦਕੋਟ ਆਪਣੇ ਪੁੱਤਰ ਨੂੰ ਬੇਦਖਲ ਕਰਦਾ ਹਾਂ। bbox=[486, 267, 708, 282]
classified-list-4 bbox=[362, 58, 479, 686]
classified-entry: ● ਮੈਂ ਰਣਜੀਤ ਸਿੰਘ ਪੁੱਤਰ ਬਲਵੀਰ ਸਿੰਘ ਵਾਸੀ ਪਿੰਡ ਹਰਿਆਊ ਜ਼ਿਲ੍ਹਾ ਲੁਧਿਆਣਾ ਨੇ ਆਪਣਾ ਨਾਮ ਬਦਲ ਕੇ ਰਣਜੀਤ ਸਿੰਘ ਰੱਖ ਲਿਆ ਹੈ। bbox=[9, 198, 120, 221]
public-notice bbox=[832, 152, 936, 228]
public-notice-title: Public Notice bbox=[861, 155, 907, 165]
column-7 bbox=[829, 43, 939, 1458]
footer-text-after: 'ਤੇ ਹੀ ਭੇਜੇ ਜਾਣ। bbox=[689, 1481, 770, 1496]
classified-entry: ● ਮੈਂ ਸ਼ਿਵ ਚਨਨ ਪੁੱਤਰ ਮੱਘਰ ਸਿੰਘ ਵਾਸੀ ਮਕਾਨ ਨੰ: 153 ਲੁਧਿਆਣਾ ਨੇ ਆਪਣਾ ਨਾਮ Shiv Chanay ਰੱਖ ਲਿਆ ਹੈ। bbox=[9, 709, 120, 732]
section-header-naam-badli-2: ਨਾਮ ਬਦਲੀ... bbox=[244, 43, 355, 60]
classified-entry: ● I, Krishan Kumar s/o Kaghu Nath Chand R/o H No 15-E, Rishi Nagar Ludhiana Changed My name as Krishan Kumar Sharma. bbox=[362, 90, 479, 112]
sarkari-list bbox=[715, 193, 826, 259]
classified-entry: ● ਇਸ਼ਤਿਹਾਰਾਂ ਵਿੱਚ ਕੀਤੇ ਗਏ ਦਾਅਵਿਆਂ ਦੀ ਜ਼ਿੰਮੇਵਾਰੀ ਅਦਾਰਾ ਪਹਿਰੇਦਾਰ ਦੀ ਨਹੀਂ ਹੋਵੇਗੀ। ਪਾਠਕਾਂ ਨੂੰ ਬੇਨਤੀ ਹੈ ਕਿ ਕਿਸੇ ਵੀ ਤਰ੍ਹਾਂ ਦਾ ਲੈਣ-ਦੇਣ ਕਰਨ ਤੋਂ ਪਹਿਲਾਂ ਪੂਰੀ ਤਸੱਲੀ ਕਰ ਲੈਣ। bbox=[486, 351, 708, 366]
classified-entry: ● I Harwinder Singh S/o Sulakhan Singh, Vill. Bahna, Po. Mehli Distt. SBS Nagar Punjab (India) have changed my name Harwinder Singh to Harwinder Singh Shergill. bbox=[362, 461, 479, 491]
classified-entry: ● ਮੈਂ Jasbir ਕੌਰ ਪਤਨੀ ਗੁਰਦੀਪ ਸਿੰਘ ਵਾਸੀ ਮਕਾਨ ਨੰ: 48 ਜਲੰਧਰ ਨੇ ਆਪਣਾ ਨਾਮ ਬਦਲ ਕੇ Jasbeer ਕੌਰ ਰੱਖ ਲਿਆ ਹੈ। bbox=[244, 351, 355, 374]
classified-entry: ● I, Heetu Rani W/o Jaswinder Singh R/o H No. 1116 Street No 3 New Janta Nagar Ludhiana Changed My name as Reetu Rani. bbox=[362, 196, 479, 218]
classified-entry: ● ਮੈਂ Paramjeet ਕੌਰ ਪਤਨੀ ਬਲਵੰਤ ਸਿੰਘ ਮਕਾਨ ਨੰ: 2272 ਏ, ਸ਼ਹੀਦ ਭਗਤ ਸਿੰਘ ਨਗਰ ਲੁਧਿਆਣਾ ਨੇ ਆਪਣਾ ਨਾਮ Paramjeet ਕੌਰ ਰੱਖ ਲਿਆ ਹੈ। bbox=[127, 186, 238, 209]
classified-entry: ● ਮੈਂ ਜਤਿੰਦਰ ਕੁਮਾਰ ਪੁੱਤਰ ਰਾਮ ਲਾਲ ਵਾਸੀ ਗਲੀ ਨੰ: 4, ਪਟਿਆਲਾ ਨੇ ਆਪਣਾ ਨਾਮ ਜਤਿੰਦਰ ਕੁਮਾਰ ਰੱਖਿਆ ਹੈ। bbox=[9, 632, 120, 655]
sanstha-heading: ਸੰਸਥਾ bbox=[715, 46, 826, 61]
classified-entry: ● ਮੈਂ ਸਵਰਨ ਸਿੰਘ ਪੁੱਤਰ ਮਹਿੰਗਾ ਸਿੰਘ ਵਾਸੀ ਜ਼ਿਲ੍ਹਾ ਪਟਿਆਲਾ ਆਪਣੇ ਪੁੱਤਰ ਨੂੰ ਬੇਦਖਲ ਕਰਦਾ ਹਾਂ। bbox=[486, 285, 708, 293]
sanstha-list bbox=[715, 63, 826, 173]
classified-entry: ● ਮੈਂ, ਕੰਵਲਜੀਤ ਕੌਰ ਧਾਲੀਵਾਲ ਪਤਨੀ ਕਰਮਜੀਤ ਸਿੰਘ ਵਾਸੀ ਮਕਾਨ ਨੰ: 98 ਲੁਧਿਆਣਾ ਨੇ ਆਪਣਾ ਨਾਮ ਬਦਲ ਕੇ ਕੰਵਲਜੀਤ ਕੌਰ ਰੱਖ ਲਿਆ ਹੈ। bbox=[244, 63, 355, 86]
masthead bbox=[6, 1, 939, 39]
classified-entry: ● I Shamsher Singh Sidhu R/o Balvir Singh R/o Village Randhirgarh Tehsil Jagraon Distt Ludhiana have changed my name to Shamsher Singh bbox=[362, 656, 479, 686]
public-notice-2-title: Public Notice bbox=[574, 444, 620, 454]
footer-banner bbox=[6, 1475, 939, 1503]
classified-entry: ● ਮੈਂ ਸੁਖਦੇਵ ਸਿੰਘ ਪੁੱਤਰ Jatinder Singh ਮਕਾਨ ਨੰ:-112 ਮੋਹਣ ਪੁਰ ਲੁਧਿਆਣਾ ਨੇ ਆਪਣਾ ਨਾਮ ਸੁਖਦੇਵ ਸਿੰਘ ਰੱਖ ਲਿਆ ਹੈ। bbox=[9, 658, 120, 681]
public-notice-body: The general public is hereby informed that Smt. Kamla Devi W/o Late Sh. Ram Lal R/o Village Dhandari Kalan, Tehsil & Distt. Ludhiana was the owner of property measuring 5 Marla. She has expired on 12-06-2024 and all legal heirs have agreed to transfer the property. Any objection may be filed within 15 days with the undersigned Advocate, Ludhiana. bbox=[718, 349, 822, 398]
classified-entry: ● ਮੈਂ ਸੋਹਣ ਕੁਮਾਰ ਪੁੱਤਰ ਅਮਰਨਾਥ ਵਾਸੀ ਪਿੰਡ ਬਡਾਲਾ ਤਹਿਸੀਲ ਅਤੇ ਜ਼ਿਲ੍ਹਾ ਹੁਸ਼ਿਆਰਪੁਰ ਆਪਣੇ ਲੜਕੇ ਨੂੰ ਬੇਦਖਲ ਕਰਦਾ ਹਾਂ। bbox=[486, 114, 708, 129]
classified-entry: ● ਮੈਂ ਤ੍ਰਿਪਤ ਨਖੀਰ ਪਤਨੀ ਜਗਜੀਤ ਸਿੰਘ ਵਾਸੀ ਮਕਾਨ ਨੰ: 504, ਗੁਰੂ ਨਾਨਕ ਨਗਰ ਨੇ ਆਪਣਾ ਨਾਮ ਬਦਲ ਕੇ ਤ੍ਰਿਪਤ ਨਖੀਰ ਰੱਖ ਲਿਆ ਹੈ। bbox=[244, 114, 355, 137]
classified-entry: ● ਮੈਂ Pritpal Singh Gill ਪੁੱਤਰ Darshan Singh ਵਾਸੀ ਪਿੰਡ ਗੁਰੂ ਨਾਨਕ ਨਗਰ ਲੁਧਿਆਣਾ ਨੇ ਆਪਣਾ ਨਾਮ Pritpal Singh ਰੱਖ ਲਿਆ ਹੈ। bbox=[127, 390, 238, 413]
email-address[interactable]: rozanapehredar@gmail.com bbox=[464, 13, 605, 25]
classified-entry: ● ਮੈਂ ਰਜਿੰਦਰ ਸਿੰਘ ਪੁੱਤਰ ਸੁਰਜੀਤ ਸਿੰਘ ਵਾਸੀ ਪਿੰਡ ਸ਼ੇਰਪੁਰ ਤਹਿਸੀਲ ਜਗਰਾਓਂ ਜ਼ਿਲ੍ਹਾ ਲੁਧਿਆਣਾ ਆਪਣੇ ਪੁੱਤਰ ਅਤੇ ਨੂੰਹ ਨੂੰ ਆਪਣੀ ਚੱਲ ਅਚੱਲ ਜਾਇਦਾਦ ਤੋਂ ਬੇਦਖਲ ਕਰਦਾ ਹਾਂ। bbox=[486, 132, 708, 147]
email-label: E.mail : bbox=[422, 13, 462, 25]
public-notice-2 bbox=[486, 441, 708, 504]
classified-entry: ● ਮੈਂ ਗੁਰਮੀਤ ਕੌਰ ਪਤਨੀ ਸਵਰਨ ਸਿੰਘ ਵਾਸੀ ਪਿੰਡ ਧਰਮਕੋਟ ਜ਼ਿਲ੍ਹਾ ਮੋਗਾ ਆਪਣੀ ਧੀ ਅਤੇ ਜਵਾਈ ਨੂੰ ਬੇਦਖਲ ਕਰਦੀ ਹਾਂ। bbox=[486, 160, 708, 175]
classified-entry: ● LGAGANPREET SINGH S/O HARVINDER SINGH R/O H.No. 1286, Block - D, Model Town Extension, LUDHIANA HAVE CHANGED MY GIVEN NAME AS GAGANPREET AND SURNAME IS SINGH. bbox=[244, 377, 355, 423]
classified-entry: ● ਮੈਂ ਅਵਤਾਰ ਕੌਰ (3670 1857 6871) ਪਤਨੀ ਸੋਹਣ ਸਿੰਘ ਵਾਸੀ ਗੁਰੂਸਰ (ਮੋਗਾ) ਆਪਣੀ ਕਬਜ਼ਾਈ ਇੱਕਲ ਬਲਵਿੰਦਰ ਸਿੰਘ ਅਤੇ ਉਸਦੀ ਪਤਨੀ ਨੂੰ ਮੇਰੇ ਕਹਿਣੇ ਤੋਂ ਬਾਹਰ ਹੋਣ ਕਰਕੇ ਆਪਣੀ ਚੱਲ-ਅਚੱਲ ਜਾਇਦਾਦ ਤੋਂ ਬੇਦਖਲ ਕਰਦੀ ਹਾਂ। bbox=[486, 89, 708, 112]
classified-entry: ● ਮੈਂ Jagbir Singh ਪੁੱਤਰ ਗੁਰਚਰਨ ਸਿੰਘ ਵਾਸੀ ਪਿੰਡ ਰੱਤੋਕੇ ਨੇ ਆਪਣਾ ਨਾਮ Jagseer Singh ਰੱਖ ਲਿਆ ਹੈ। bbox=[9, 512, 120, 527]
classified-entry: ● L RAVINDER KUMAR S/O JOGINDER PAL R/O HOUSE NO. 7282, STREET NO 5/6, HARCHARAN NAGAR, LUDHIANA have changed my name AS RAVINDER KUMAR DHIR. bbox=[244, 425, 355, 463]
classified-entry: ● ਮੈਂ ਕੌਰ ਸਿੰਘ ਪੁੱਤਰ ਪ੍ਰੀਤਮ ਸਿੰਘ ਵਾਸੀ ਸੰਗਰੂਰ ਨੇ ਆਪਣਾ ਨਾਮ ਬਦਲ ਕੇ ਸੁਰਜੀਤ ਸਿੰਘ ਰੱਖ ਲਿਆ ਹੈ। bbox=[9, 155, 120, 170]
publication-date: ਬੁੱਧਵਾਰ, 23 ਅਗਸਤ 2024 bbox=[40, 10, 185, 29]
footer-email[interactable]: rozanapehredaradvt@gmail.com bbox=[503, 1481, 687, 1496]
